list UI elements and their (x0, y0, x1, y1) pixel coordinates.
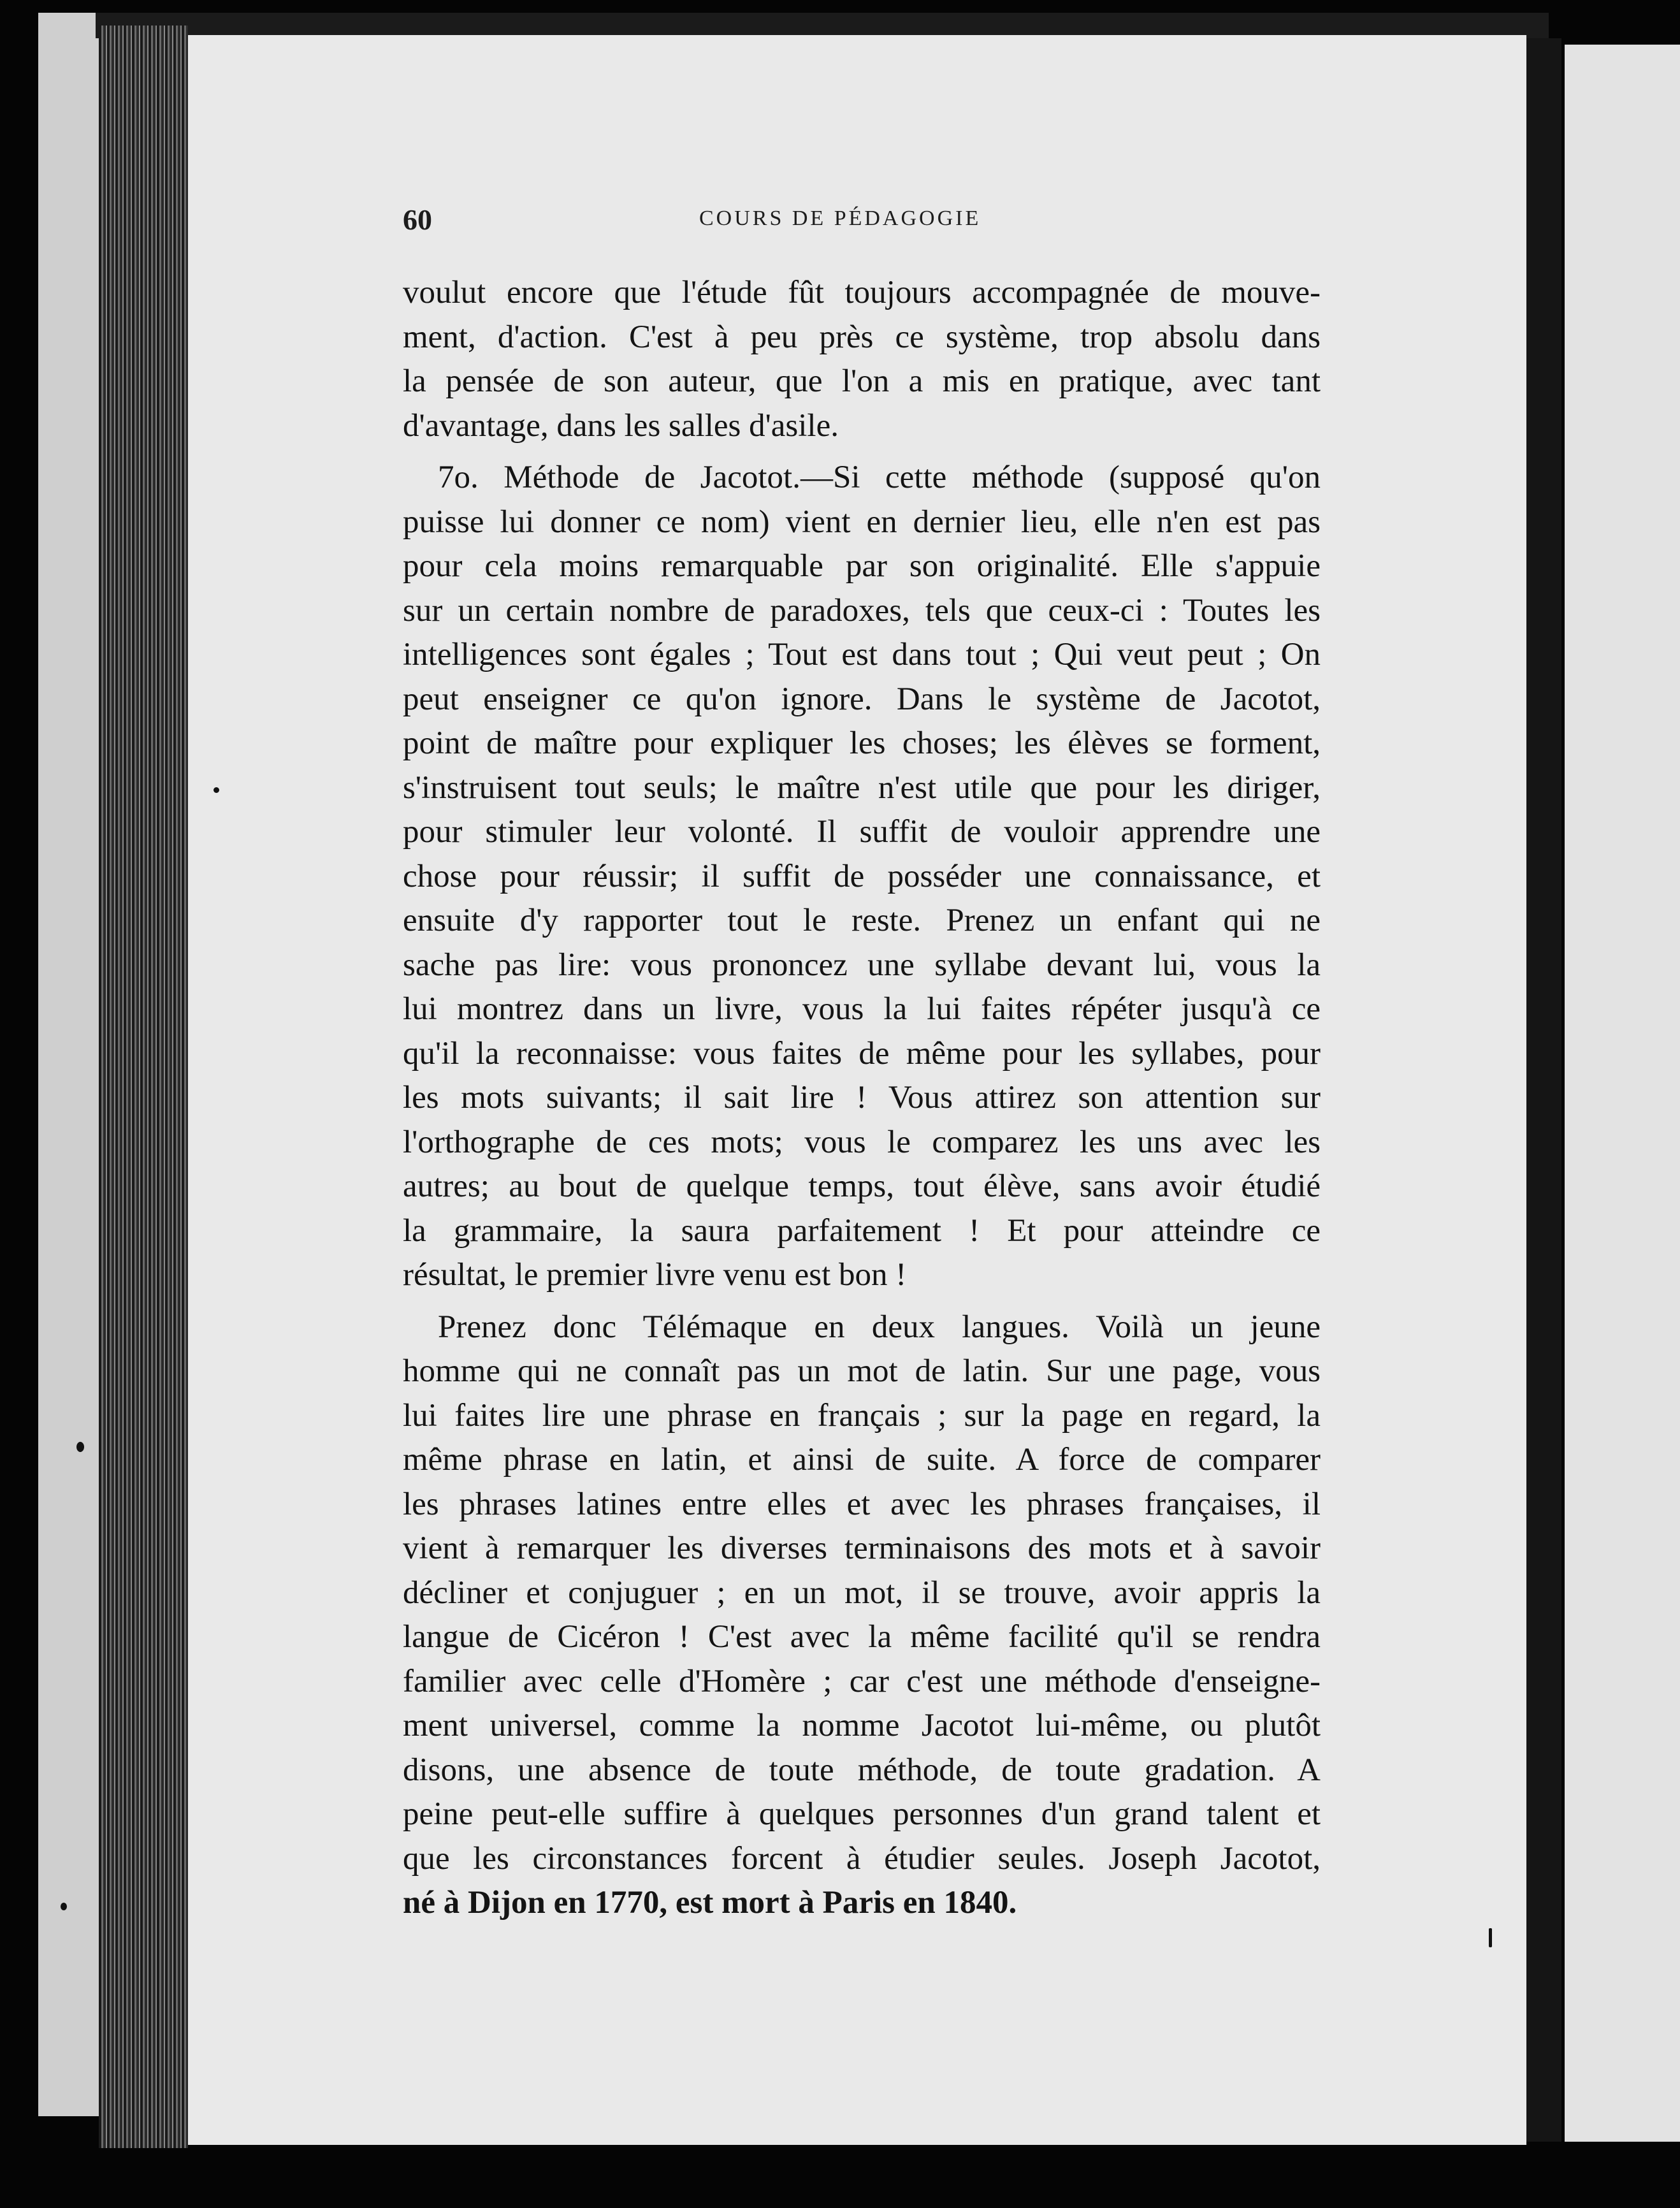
text-line: les phrases latines entre elles et avec les phrases françaises, il (403, 1486, 1321, 1522)
paragraph-gap (403, 448, 1321, 456)
text-line: intelligences sont égales ; Tout est dans tout ; Qui veut peut ; On (403, 637, 1321, 672)
text-line: que les circonstances forcent à étudier seules. Joseph Jacotot, (403, 1840, 1321, 1877)
text-line: homme qui ne connaît pas un mot de latin. Sur une page, vous (403, 1353, 1321, 1389)
bottom-shadow-band (0, 2148, 1680, 2208)
text-line: né à Dijon en 1770, est mort à Paris en 1840. (403, 1885, 1017, 1921)
text-line: vient à remarquer les diverses terminaisons des mots et à savoir (403, 1530, 1321, 1566)
body-text (403, 271, 1321, 1926)
text-line: la pensée de son auteur, que l'on a mis en pratique, avec tant (403, 363, 1321, 399)
text-line: d'avantage, dans les salles d'asile. (403, 407, 839, 444)
text-line: résultat, le premier livre venu est bon ! (403, 1257, 907, 1293)
text-line: lui montrez dans un livre, vous la lui faites répéter jusqu'à ce (403, 991, 1321, 1027)
running-head (403, 203, 1333, 241)
text-line: autres; au bout de quelque temps, tout élève, sans avoir étudié (403, 1168, 1321, 1204)
text-line: puisse lui donner ce nom) vient en dernier lieu, elle n'en est pas (403, 504, 1321, 540)
text-line: décliner et conjuguer ; en un mot, il se trouve, avoir appris la (403, 1574, 1321, 1611)
text-line: ment, d'action. C'est à peu près ce système, trop absolu dans (403, 319, 1321, 355)
text-line: point de maître pour expliquer les choses; les élèves se forment, (403, 725, 1321, 761)
text-line: pour stimuler leur volonté. Il suffit de vouloir apprendre une (403, 814, 1321, 850)
running-title: COURS DE PÉDAGOGIE (699, 207, 981, 230)
text-line: ment universel, comme la nomme Jacotot lui-même, ou plutôt (403, 1708, 1321, 1743)
text-line: s'instruisent tout seuls; le maître n'est utile que pour les diriger, (403, 769, 1321, 806)
scan-speck (1489, 1928, 1492, 1947)
text-line: peut enseigner ce qu'on ignore. Dans le système de Jacotot, (403, 681, 1321, 717)
next-page-sliver (1565, 45, 1680, 2142)
text-line: sache pas lire: vous prononcez une syllabe devant lui, vous la (403, 947, 1321, 983)
text-line: familier avec celle d'Homère ; car c'est une méthode d'enseigne- (403, 1663, 1321, 1699)
page-number: 60 (403, 203, 432, 236)
text-line: disons, une absence de toute méthode, de toute gradation. A (403, 1752, 1321, 1788)
text-line: ensuite d'y rapporter tout le reste. Prenez un enfant qui ne (403, 903, 1321, 938)
binding-edge (1526, 38, 1561, 2142)
top-shadow-band (96, 13, 1549, 38)
text-line: peine peut-elle suffire à quelques personnes d'un grand talent et (403, 1796, 1321, 1832)
text-line: l'orthographe de ces mots; vous le comparez les uns avec les (403, 1124, 1321, 1160)
text-line: chose pour réussir; il suffit de posséder une connaissance, et (403, 858, 1321, 894)
scan-speck (76, 1442, 84, 1452)
paragraph-gap (403, 1298, 1321, 1305)
text-line: 7o. Méthode de Jacotot.—Si cette méthode (supposé qu'on (438, 460, 1321, 495)
text-line: langue de Cicéron ! C'est avec la même facilité qu'il se rendra (403, 1619, 1321, 1655)
text-line: sur un certain nombre de paradoxes, tels que ceux-ci : Toutes les (403, 592, 1321, 628)
text-line: qu'il la reconnaisse: vous faites de même pour les syllabes, pour (403, 1035, 1321, 1071)
text-line: la grammaire, la saura parfaitement ! Et pour atteindre ce (403, 1212, 1321, 1249)
text-line: même phrase en latin, et ainsi de suite. A force de comparer (403, 1442, 1321, 1478)
scan-speck (214, 787, 219, 793)
text-line: pour cela moins remarquable par son originalité. Elle s'appuie (403, 548, 1321, 584)
text-line: voulut encore que l'étude fût toujours accompagnée de mouve- (403, 275, 1321, 310)
scan-speck (61, 1903, 67, 1910)
text-line: les mots suivants; il sait lire ! Vous attirez son attention sur (403, 1080, 1321, 1115)
text-line: Prenez donc Télémaque en deux langues. Voilà un jeune (438, 1309, 1321, 1345)
book-page-edges (99, 25, 188, 2148)
text-line: lui faites lire une phrase en français ; sur la page en regard, la (403, 1397, 1321, 1434)
